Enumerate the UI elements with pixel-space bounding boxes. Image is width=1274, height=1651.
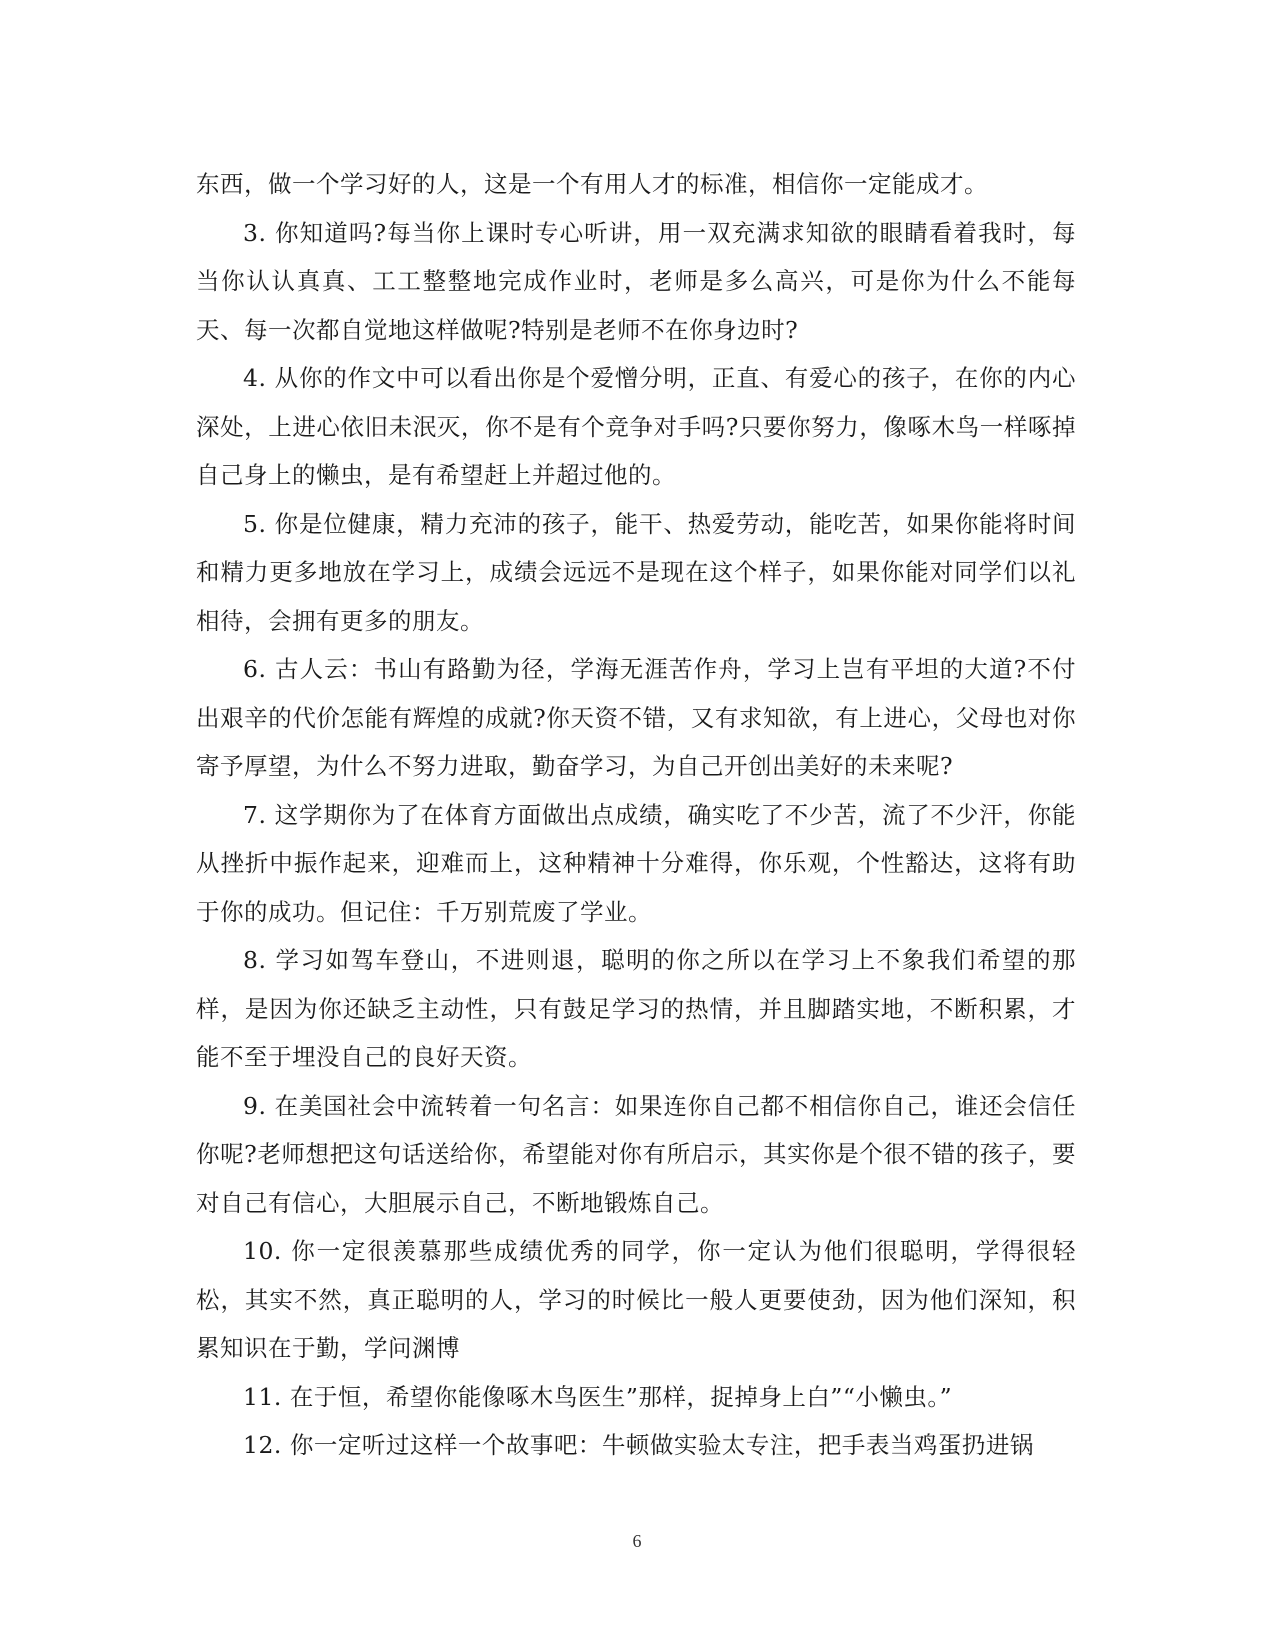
paragraph-item-11: 11. 在于恒，希望你能像啄木鸟医生”那样，捉掉身上白”“小懒虫。”	[243, 1382, 953, 1411]
paragraph-item-3: 3. 你知道吗?每当你上课时专心听讲，用一双充满求知欲的眼睛看着我时，每当你认认真真、工工整整地完成作业时，老师是多么高兴，可是你为什么不能每天、每一次都自觉地这样做呢?特别是老师不在你身边时?	[196, 218, 1076, 344]
body-text	[196, 160, 1076, 1470]
page-number: 6	[632, 1531, 642, 1551]
paragraph-item-7: 7. 这学期你为了在体育方面做出点成绩，确实吃了不少苦，流了不少汗，你能从挫折中振作起来，迎难而上，这种精神十分难得，你乐观，个性豁达，这将有助于你的成功。但记住：千万别荒废了学业。	[196, 800, 1076, 926]
paragraph-item-6: 6. 古人云：书山有路勤为径，学海无涯苦作舟，学习上岂有平坦的大道?不付出艰辛的代价怎能有辉煌的成就?你天资不错，又有求知欲，有上进心，父母也对你寄予厚望，为什么不努力进取，勤奋学习，为自己开创出美好的未来呢?	[196, 655, 1076, 780]
paragraph-item-9: 9. 在美国社会中流转着一句名言：如果连你自己都不相信你自己，谁还会信任你呢?老师想把这句话送给你，希望能对你有所启示，其实你是个很不错的孩子，要对自己有信心，大胆展示自己，不断地锻炼自己。	[196, 1091, 1076, 1217]
paragraph-item-8: 8. 学习如驾车登山，不进则退，聪明的你之所以在学习上不象我们希望的那样，是因为你还缺乏主动性，只有鼓足学习的热情，并且脚踏实地，不断积累，才能不至于埋没自己的良好天资。	[196, 946, 1076, 1071]
paragraph-continuation: 东西，做一个学习好的人，这是一个有用人才的标准，相信你一定能成才。	[196, 170, 988, 198]
paragraph-item-4: 4. 从你的作文中可以看出你是个爱憎分明，正直、有爱心的孩子，在你的内心深处，上进心依旧未泯灭，你不是有个竞争对手吗?只要你努力，像啄木鸟一样啄掉自己身上的懒虫，是有希望赶上并超过他的。	[196, 364, 1076, 489]
paragraph-item-5: 5. 你是位健康，精力充沛的孩子，能干、热爱劳动，能吃苦，如果你能将时间和精力更多地放在学习上，成绩会远远不是现在这个样子，如果你能对同学们以礼相待，会拥有更多的朋友。	[196, 509, 1076, 635]
paragraph-item-10: 10. 你一定很羡慕那些成绩优秀的同学，你一定认为他们很聪明，学得很轻松，其实不然，真正聪明的人，学习的时候比一般人更要使劲，因为他们深知，积累知识在于勤，学问渊博	[196, 1237, 1076, 1362]
paragraph-item-12: 12. 你一定听过这样一个故事吧：牛顿做实验太专注，把手表当鸡蛋扔进锅	[243, 1431, 1034, 1459]
